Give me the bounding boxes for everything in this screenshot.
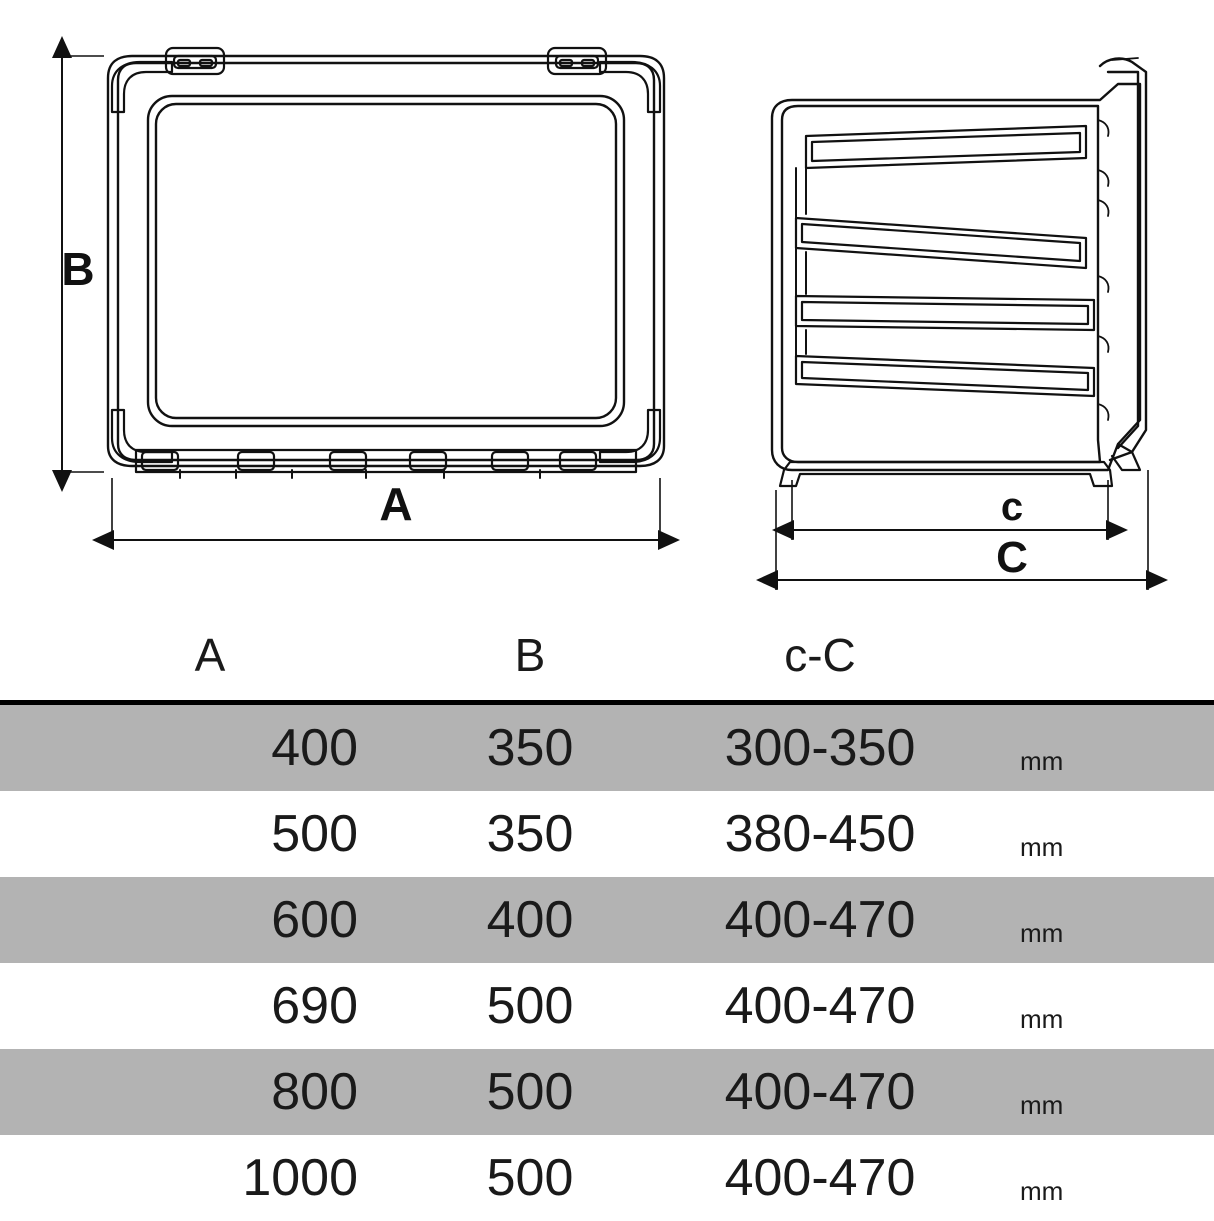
cell-b: 500 (420, 963, 640, 1049)
dimension-label-c-lower: c (1001, 485, 1023, 529)
cell-unit: mm (1000, 877, 1214, 963)
column-header-a: A (0, 620, 420, 703)
cell-c: 400-470 (640, 1135, 1000, 1221)
front-view-dimensions (56, 56, 660, 548)
cell-unit: mm (1000, 963, 1214, 1049)
cell-b: 350 (420, 703, 640, 792)
cell-unit: mm (1000, 1135, 1214, 1221)
column-header-b: B (420, 620, 640, 703)
cell-c: 400-470 (640, 963, 1000, 1049)
cell-a: 690 (0, 963, 420, 1049)
cell-a: 800 (0, 1049, 420, 1135)
table-row (0, 1135, 1214, 1221)
case-side-view-graphic (772, 58, 1146, 486)
dimension-label-a: A (379, 478, 412, 530)
table-row (0, 703, 1214, 792)
column-header-c: c-C (640, 620, 1000, 703)
case-front-view-graphic (108, 48, 664, 478)
side-view-dimensions (776, 470, 1148, 590)
table-row (0, 877, 1214, 963)
cell-b: 500 (420, 1135, 640, 1221)
cell-a: 1000 (0, 1135, 420, 1221)
table-row (0, 1049, 1214, 1135)
cell-b: 400 (420, 877, 640, 963)
specifications-table-wrap (0, 620, 1214, 1221)
cell-b: 500 (420, 1049, 640, 1135)
cell-a: 600 (0, 877, 420, 963)
cell-a: 500 (0, 791, 420, 877)
cell-a: 400 (0, 703, 420, 792)
cell-b: 350 (420, 791, 640, 877)
cell-c: 380-450 (640, 791, 1000, 877)
cell-c: 400-470 (640, 877, 1000, 963)
specifications-table (0, 620, 1214, 1221)
table-row (0, 963, 1214, 1049)
table-row (0, 791, 1214, 877)
dimension-label-c-upper: C (996, 533, 1028, 582)
table-body (0, 703, 1214, 1221)
table-header (0, 620, 1214, 703)
dimension-label-b: B (61, 243, 94, 295)
cell-c: 400-470 (640, 1049, 1000, 1135)
column-header-unit (1000, 620, 1214, 703)
cell-unit: mm (1000, 791, 1214, 877)
cell-unit: mm (1000, 1049, 1214, 1135)
cell-unit: mm (1000, 703, 1214, 792)
cell-c: 300-350 (640, 703, 1000, 792)
